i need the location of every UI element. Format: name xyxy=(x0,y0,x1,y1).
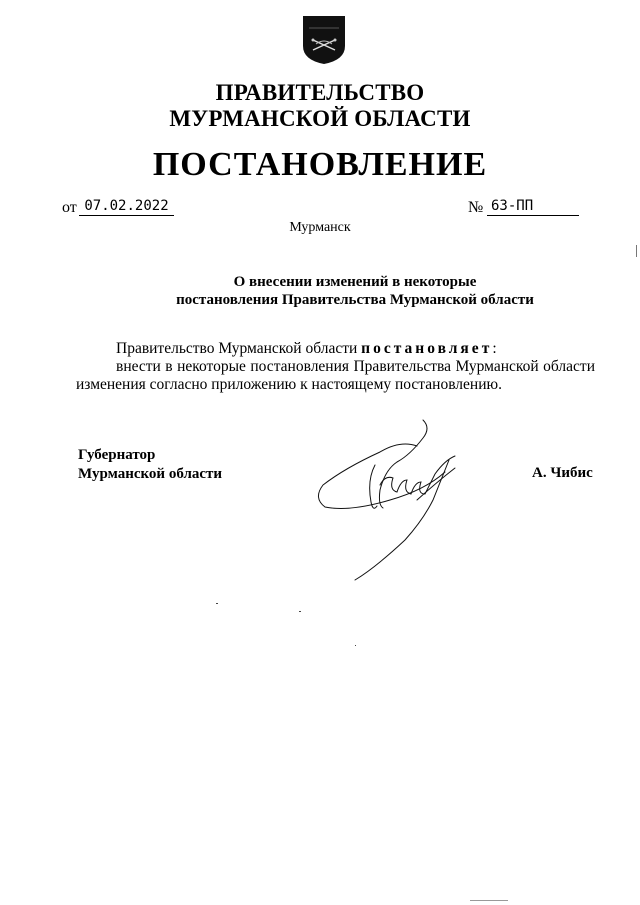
handwritten-signature xyxy=(305,410,480,585)
date-prefix: от xyxy=(62,199,77,216)
scan-speck xyxy=(636,245,637,257)
city-name: Мурманск xyxy=(289,220,351,235)
decree-intro-paragraph xyxy=(76,340,595,358)
scan-speck xyxy=(299,611,301,612)
scan-speck xyxy=(470,900,508,901)
number-prefix: № xyxy=(468,199,484,216)
signer-name: А. Чибис xyxy=(532,465,593,481)
organization-title-line1: ПРАВИТЕЛЬСТВО xyxy=(215,80,425,105)
decree-intro: Правительство Мурманской области xyxy=(116,340,358,357)
decree-colon: : xyxy=(492,340,497,357)
scan-speck xyxy=(355,645,356,646)
organization-title-line2: МУРМАНСКОЙ ОБЛАСТИ xyxy=(169,106,471,131)
document-body xyxy=(76,340,595,394)
coat-of-arms-emblem xyxy=(301,14,347,66)
signer-title-line2: Мурманской области xyxy=(78,466,223,482)
signer-title xyxy=(78,446,222,484)
signer-title-line1: Губернатор xyxy=(78,447,156,463)
organization-title xyxy=(0,80,640,132)
document-subject xyxy=(100,273,610,309)
decree-word: постановляет xyxy=(361,340,493,357)
subject-line1: О внесении изменений в некоторые xyxy=(233,274,477,290)
resolution-paragraph: внести в некоторые постановления Правительства Мурманской области изменения согласно приложению к настоящему постановлению. xyxy=(76,358,595,393)
scan-speck xyxy=(216,603,218,604)
document-type-heading: ПОСТАНОВЛЕНИЕ xyxy=(152,146,488,183)
subject-line2: постановления Правительства Мурманской области xyxy=(176,292,534,308)
document-number: 63-ПП xyxy=(487,198,579,216)
document-date: 07.02.2022 xyxy=(79,198,174,216)
